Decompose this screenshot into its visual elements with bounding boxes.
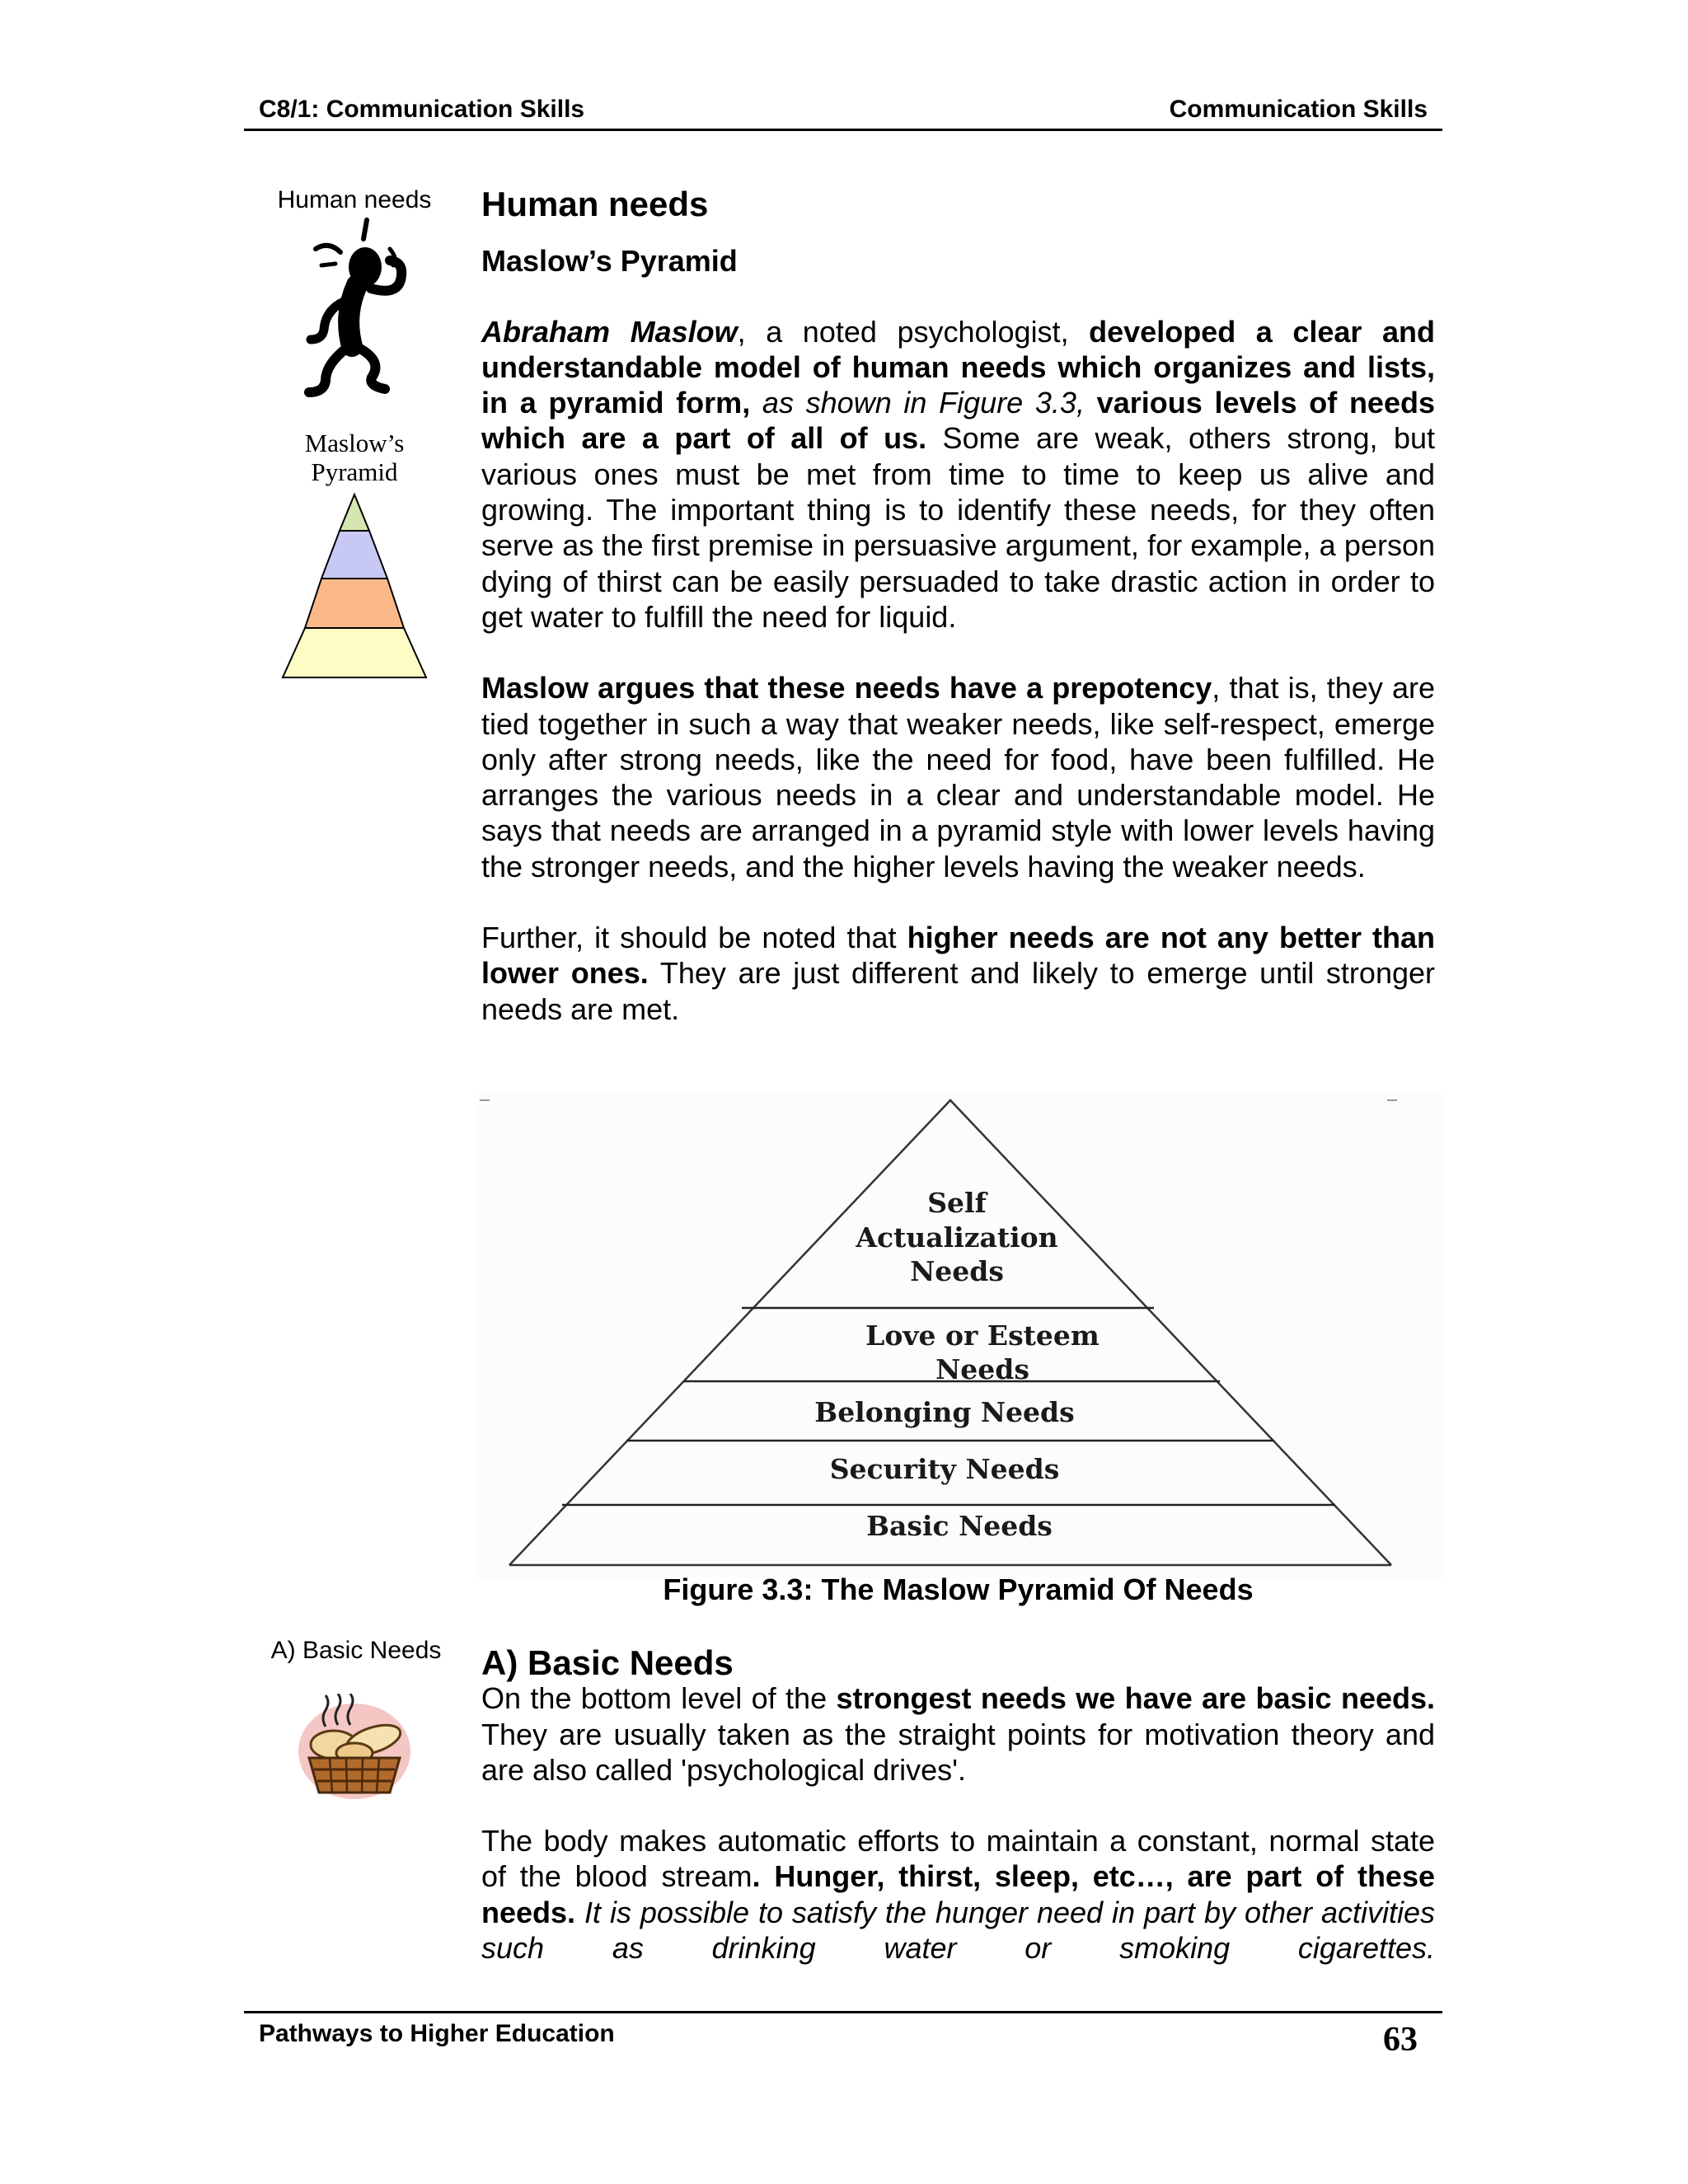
level-security: Security Needs — [829, 1453, 1060, 1485]
mini-pyramid-icon — [276, 491, 433, 681]
margin-label-basic-needs: A) Basic Needs — [270, 1637, 442, 1664]
margin-label-maslow-pyramid: Maslow’s Pyramid — [304, 429, 405, 486]
level-love-line1: Love or Esteem — [865, 1319, 1100, 1352]
paragraph-higher-needs: Further, it should be noted that higher needs are not any better than lower ones. They are just different and likely to emerge until stronger needs are met. — [481, 921, 1436, 1026]
level-love-line2: Needs — [935, 1353, 1029, 1385]
maslow-pyramid-figure — [478, 1092, 1442, 1578]
mini-pyramid-tier-3 — [305, 579, 404, 628]
level-belonging: Belonging Needs — [814, 1396, 1075, 1428]
footer-publication: Pathways to Higher Education — [259, 2020, 615, 2047]
level-self-line1: Self — [927, 1187, 987, 1219]
paragraph-prepotency: Maslow argues that these needs have a prepotency, that is, they are tied together in such a way that weaker needs, like self-respect, emerge only after strong needs, like the need for food, have been fulfilled. He arranges the various needs in a clear and understandable model. He says that needs are arranged in a pyramid style with lower levels having the stronger needs, and the higher levels having the weaker needs. — [481, 671, 1435, 883]
header-course-code: C8/1: Communication Skills — [259, 96, 585, 123]
bread-basket-icon — [293, 1694, 416, 1801]
mini-pyramid-tier-4 — [283, 628, 426, 677]
page-header — [244, 94, 1442, 131]
paragraph-maslow-intro: Abraham Maslow, a noted psychologist, developed a clear and understandable model of human needs which organizes and lists, in a pyramid form, as shown in Figure 3.3, various levels of needs which are a part of all of us. Some are weak, others strong, but various ones must be met from time to time to keep us alive and growing. The important thing is to identify these needs, for they often serve as the first premise in persuasive argument, for example, a person dying of thirst can be easily persuaded to take drastic action in order to get water to fulfill the need for liquid. — [481, 314, 1435, 634]
figure-caption: Figure 3.3: The Maslow Pyramid Of Needs — [663, 1572, 1254, 1606]
thinking-person-icon — [293, 216, 424, 401]
mini-pyramid-tier-1 — [340, 494, 369, 531]
header-section-title: Communication Skills — [1169, 96, 1428, 123]
section-basic-needs — [481, 1645, 1435, 1966]
paragraph-body-efforts: The body makes automatic efforts to maintain a constant, normal state of the blood stream. Hunger, thirst, sleep, etc…, are part of these needs. It is possible to satisfy the hunger need in part by other activities such as drinking water or smoking cigarettes. — [481, 1824, 1435, 1966]
level-self-line2: Actualization — [856, 1221, 1058, 1254]
section-subtitle: Maslow’s Pyramid — [481, 244, 738, 279]
paragraph-basic-needs-intro: On the bottom level of the strongest needs we have are basic needs. They are usually taken as the straight points for motivation theory and are also called 'psychological drives'. — [481, 1681, 1436, 1787]
level-self-line3: Needs — [910, 1255, 1004, 1287]
margin-label-human-needs: Human needs — [277, 186, 432, 213]
page-number: 63 — [1383, 2021, 1418, 2059]
mini-pyramid-tier-2 — [321, 531, 387, 579]
section-title: Human needs — [481, 185, 709, 223]
section-human-needs — [481, 186, 1435, 1027]
section-basic-needs-title: A) Basic Needs — [481, 1643, 734, 1682]
page-footer — [244, 2011, 1442, 2059]
level-basic: Basic Needs — [866, 1510, 1053, 1542]
